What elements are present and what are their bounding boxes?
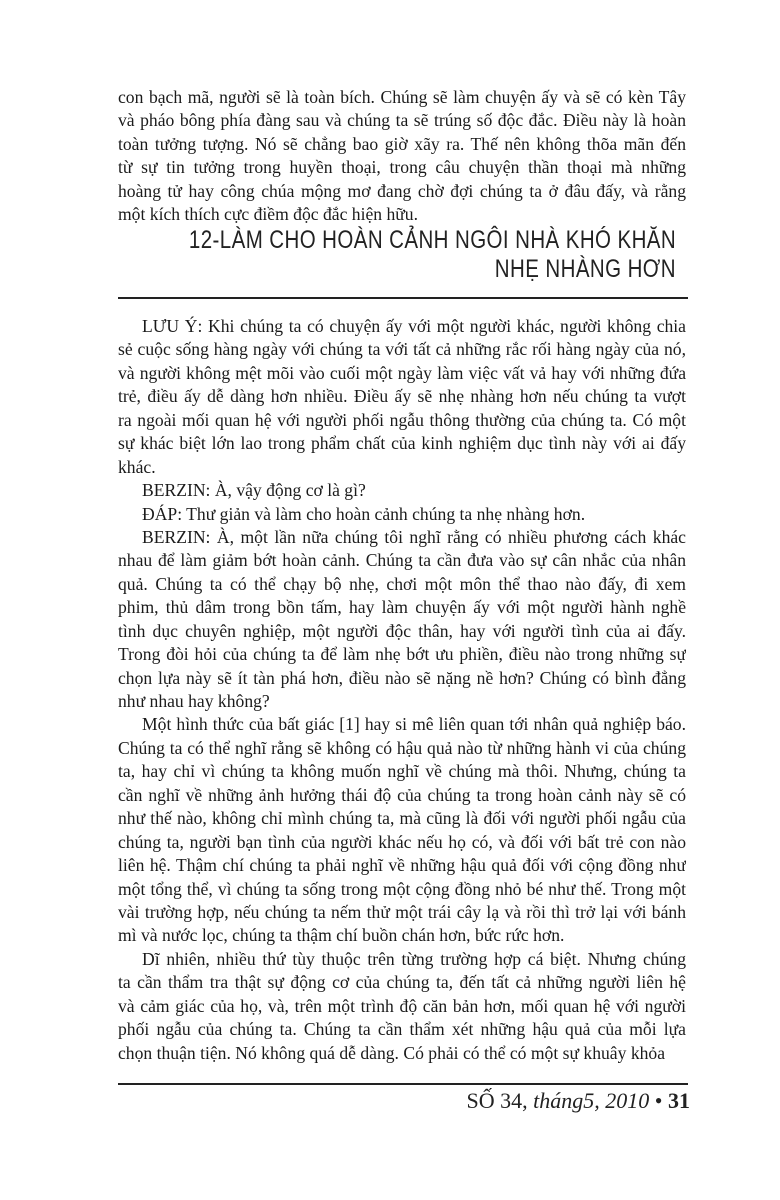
bullet-separator: • <box>649 1088 668 1113</box>
text-line: cần nghĩ về những ảnh hưởng thái độ của chúng ta trong hoàn cảnh này sẽ có <box>118 784 686 805</box>
text-line: Chúng ta có thể nghĩ rằng sẽ không có hậu quả nào từ những hành vi của chúng <box>118 737 686 758</box>
text-line: BERZIN: À, một lần nữa chúng tôi nghĩ rằng có nhiều phương cách khác <box>142 526 686 547</box>
text-line: và người không mệt mõi vào cuối một ngày làm việc vất vả hay với những đứa <box>118 362 686 383</box>
paragraph <box>118 479 686 502</box>
text-line: và pháo bông phía đàng sau và chúng ta sẽ trúng số độc đắc. Điều này là hoàn <box>118 110 686 131</box>
text-line: tình dục chuyên nghiệp, một người độc thân, hay với người tình của ai đấy. <box>118 620 686 641</box>
text-line: phối ngẫu của chúng ta. Chúng ta cần thẩm xét những hậu quả của mỗi lựa <box>118 1019 686 1040</box>
text-line: và cảm giác của họ, và, trên một trình độ căn bản hơn, mối quan hệ với người <box>118 995 686 1016</box>
paragraph <box>118 948 686 1065</box>
text-line: như nhau hay không? <box>118 691 270 711</box>
intro-paragraph <box>118 86 686 227</box>
text-line: từ sự tin tưởng trong huyền thoại, trong câu chuyện thần thoại mà những <box>118 157 686 178</box>
paragraph <box>118 713 686 947</box>
text-line: quả. Chúng ta có thể chạy bộ nhẹ, chơi một môn thể thao nào đấy, đi xem <box>118 573 686 594</box>
text-line: BERZIN: À, vậy động cơ là gì? <box>142 480 366 501</box>
text-line: toàn tưởng tượng. Nó sẽ chẳng bao giờ xãy ra. Thế nên không thõa mãn đến <box>118 133 686 154</box>
paragraph <box>118 526 686 714</box>
text-line: chọn lựa này sẽ ít tàn phá hơn, điều nào sẽ nặng nề hơn? Chúng có bình đẳng <box>118 667 686 688</box>
text-line: Một hình thức của bất giác [1] hay si mê liên quan tới nhân quả nghiệp báo. <box>142 714 686 735</box>
text-line: mì và nước lọc, chúng ta thậm chí buồn chán hơn, bức rức hơn. <box>118 925 565 946</box>
text-line: ra ngoài mối quan hệ với người phối ngẫu thông thường của chúng ta. Có một <box>118 409 686 430</box>
text-line: con bạch mã, người sẽ là toàn bích. Chúng sẽ làm chuyện ấy và sẽ có kèn Tây <box>118 87 686 107</box>
heading-divider <box>118 297 688 299</box>
text-line: Dĩ nhiên, nhiều thứ tùy thuộc trên từng trường hợp cá biệt. Nhưng chúng <box>142 948 686 969</box>
text-line: hoàng tử hay công chúa mộng mơ đang chờ đợi chúng ta ở đâu đấy, và rằng <box>118 180 686 201</box>
paragraph <box>118 315 686 479</box>
text-line: vài trường hợp, nếu chúng ta nếm thử một trái cây lạ và rồi thì trở lại với bánh <box>118 901 686 922</box>
text-line: chúng ta, người bạn tình của người khác nếu họ có, và đối với bất trẻ con nào <box>118 831 686 852</box>
text-line: nhau để làm giảm bớt hoàn cảnh. Chúng ta cần đưa vào sự cân nhắc của nhân <box>118 550 686 571</box>
text-line: một tổng thể, vì chúng ta sống trong một cộng đồng nhỏ bé như thế. Trong một <box>118 878 686 899</box>
text-line: phim, thủ dâm trong bồn tấm, hay làm chuyện ấy với một người hành nghề <box>118 597 686 618</box>
footer-divider <box>118 1083 688 1085</box>
text-line: chọn thuận tiện. Nó không quá dễ dàng. Có phải có thể có một sự khuây khỏa <box>118 1042 666 1063</box>
text-line: ĐÁP: Thư giản và làm cho hoàn cảnh chúng ta nhẹ nhàng hơn. <box>142 503 586 524</box>
page-footer <box>467 1088 690 1114</box>
text-line: sẻ cuộc sống hàng ngày với chúng ta với tất cả những rắc rối hàng ngày của nó, <box>118 339 686 360</box>
text-line: ta, hay chỉ vì chúng ta không muốn nghĩ về chúng mà thôi. Nhưng, chúng ta <box>118 761 686 782</box>
issue-date: tháng5, 2010 <box>533 1088 650 1113</box>
page-number: 31 <box>668 1088 690 1113</box>
text-line: LƯU Ý: Khi chúng ta có chuyện ấy với một người khác, người không chia <box>142 316 686 336</box>
text-line: Trong đòi hỏi của chúng ta để làm nhẹ bớt ưu phiền, điều nào trong những sự <box>118 644 686 665</box>
text-line: liên hệ. Thậm chí chúng ta phải nghĩ về những hậu quả đối với cộng đồng như <box>118 855 686 876</box>
article-body <box>118 315 686 1065</box>
text-line: một kích thích cực điềm độc đắc hiện hữu. <box>118 204 418 225</box>
section-heading-line2: NHẸ NHÀNG HƠN <box>494 255 676 283</box>
paragraph <box>118 503 686 526</box>
issue-number: SỐ 34, <box>466 1088 534 1113</box>
text-line: trẻ, điều ấy dễ dàng hơn nhiều. Điều ấy sẽ nhẹ nhàng hơn nếu chúng ta vượt <box>118 386 686 407</box>
text-line: sự khác biệt lớn lao trong phẩm chất của kinh nghiệm dục tình này với ai đấy <box>118 433 686 454</box>
text-line: như thế nào, không chỉ mình chúng ta, mà cũng là đối với người phối ngẫu của <box>118 808 686 829</box>
text-line: khác. <box>118 456 156 477</box>
text-line: ta cần thẩm tra thật sự động cơ của chúng ta, đến tất cả những người liên hệ <box>118 972 686 993</box>
section-heading-line1: 12-LÀM CHO HOÀN CẢNH NGÔI NHÀ KHÓ KHĂN <box>188 226 676 254</box>
